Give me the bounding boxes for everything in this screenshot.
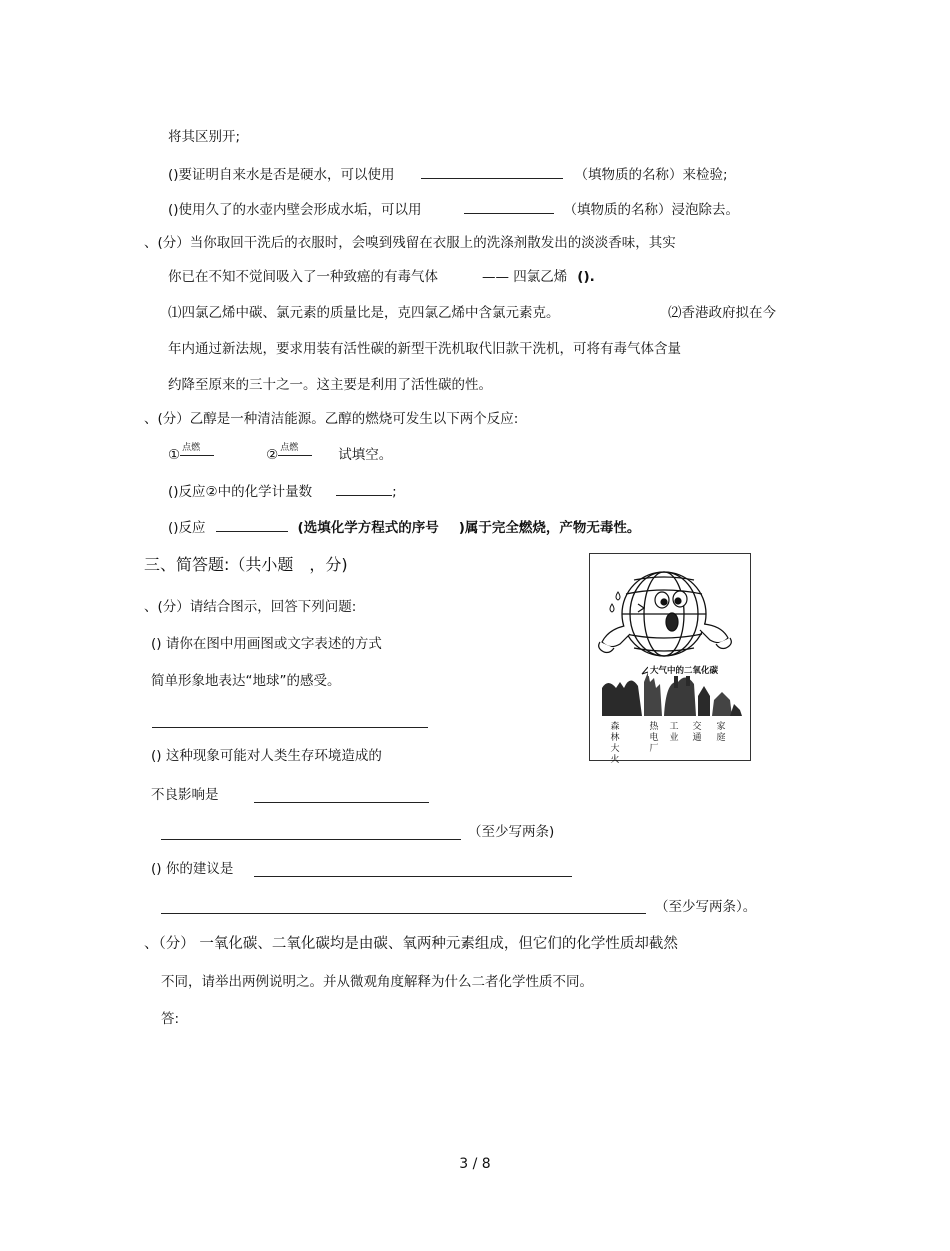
- question-stem: 、(分）乙醇是一种清洁能源。乙醇的燃烧可发生以下两个反应:: [144, 411, 519, 427]
- question-line: 简单形象地表达“地球”的感受。: [151, 673, 341, 689]
- question-line: () 请你在图中用画图或文字表述的方式: [151, 636, 382, 652]
- question-line: () 这种现象可能对人类生存环境造成的: [151, 748, 382, 764]
- question-text: ()反应: [168, 520, 206, 536]
- question-line: [168, 199, 739, 219]
- answer-line[interactable]: [161, 839, 461, 840]
- globe-icon: [622, 572, 706, 656]
- question-text: —— 四氯乙烯: [482, 269, 568, 285]
- figure-label: 森林大火: [610, 722, 620, 765]
- question-stem: 、(分）当你取回干洗后的衣服时，会嗅到残留在衣服上的洗涤剂散发出的淡淡香味，其实: [144, 235, 676, 251]
- answer-blank[interactable]: [216, 517, 288, 532]
- answer-label: 答:: [161, 1011, 180, 1027]
- reaction-condition: 点燃: [182, 443, 201, 453]
- question-text: （填物质的名称）来检验;: [574, 167, 728, 183]
- formula-blank: ().: [577, 269, 595, 285]
- arrow-bar: [278, 455, 312, 456]
- question-text: ()要证明自来水是否是硬水，可以使用: [168, 167, 395, 183]
- question-line: （至少写两条): [468, 824, 555, 840]
- figure-label: 家庭: [716, 722, 726, 743]
- equation-number: ①: [168, 447, 181, 463]
- question-line: 约降至原来的三十之一。这主要是利用了活性碳的性。: [168, 377, 492, 393]
- section-heading: 三、简答题:（共小题 ，分): [144, 555, 348, 574]
- question-text: (选填化学方程式的序号: [297, 520, 439, 536]
- question-line: 年内通过新法规，要求用装有活性碳的新型干洗机取代旧款干洗机，可将有毒气体含量: [168, 341, 681, 357]
- question-text: 你已在不知不觉间吸入了一种致癌的有毒气体: [168, 269, 438, 285]
- question-line: [168, 164, 728, 184]
- question-text: ;: [392, 484, 397, 500]
- answer-blank[interactable]: [336, 481, 392, 496]
- question-text: （填物质的名称）浸泡除去。: [563, 202, 740, 218]
- question-line: [168, 268, 595, 286]
- figure-banner: 大气中的二氧化碳: [650, 666, 719, 676]
- question-text: )属于完全燃烧，产物无毒性。: [458, 520, 641, 536]
- question-line: 不良影响是: [151, 787, 219, 803]
- figure-label: 热电厂: [649, 722, 659, 754]
- answer-blank[interactable]: [464, 199, 554, 214]
- text-line: 将其区别开;: [168, 129, 241, 145]
- question-line: [168, 481, 397, 501]
- answer-line[interactable]: [152, 727, 428, 728]
- answer-line[interactable]: [254, 876, 572, 877]
- figure-label: 工业: [669, 722, 679, 743]
- arrow-bar: [180, 455, 214, 456]
- answer-line[interactable]: [254, 802, 429, 803]
- reaction-arrow: [180, 443, 214, 464]
- question-text: ()反应②中的化学计量数: [168, 484, 313, 500]
- question-line: [168, 517, 640, 537]
- question-stem: 、(分）请结合图示，回答下列问题:: [144, 599, 357, 615]
- question-line: () 你的建议是: [151, 861, 234, 877]
- answer-blank[interactable]: [421, 164, 563, 179]
- sweat-icon: [610, 592, 620, 612]
- question-line: （至少写两条）。: [655, 899, 757, 915]
- question-text: ()使用久了的水壶内壁会形成水垢，可以用: [168, 202, 422, 218]
- reaction-condition: 点燃: [280, 443, 299, 453]
- city-smoke-icon: [602, 670, 742, 716]
- question-line: ⑴四氯乙烯中碳、氯元素的质量比是，克四氯乙烯中含氯元素克。: [168, 305, 560, 321]
- page-number: 3 / 8: [459, 1156, 491, 1172]
- equation-line: [168, 443, 393, 464]
- equation-number: ②: [266, 447, 279, 463]
- instruction-text: 试填空。: [338, 447, 393, 463]
- figure-label: 交通: [692, 722, 702, 743]
- reaction-arrow: [278, 443, 312, 464]
- question-line: ⑵香港政府拟在今: [668, 305, 776, 321]
- earth-figure: [589, 553, 751, 765]
- question-stem: 、（分） 一氧化碳、二氧化碳均是由碳、氧两种元素组成，但它们的化学性质却截然: [144, 936, 678, 952]
- question-line: 不同，请举出两例说明之。并从微观角度解释为什么二者化学性质不同。: [161, 974, 593, 990]
- answer-line[interactable]: [161, 913, 646, 914]
